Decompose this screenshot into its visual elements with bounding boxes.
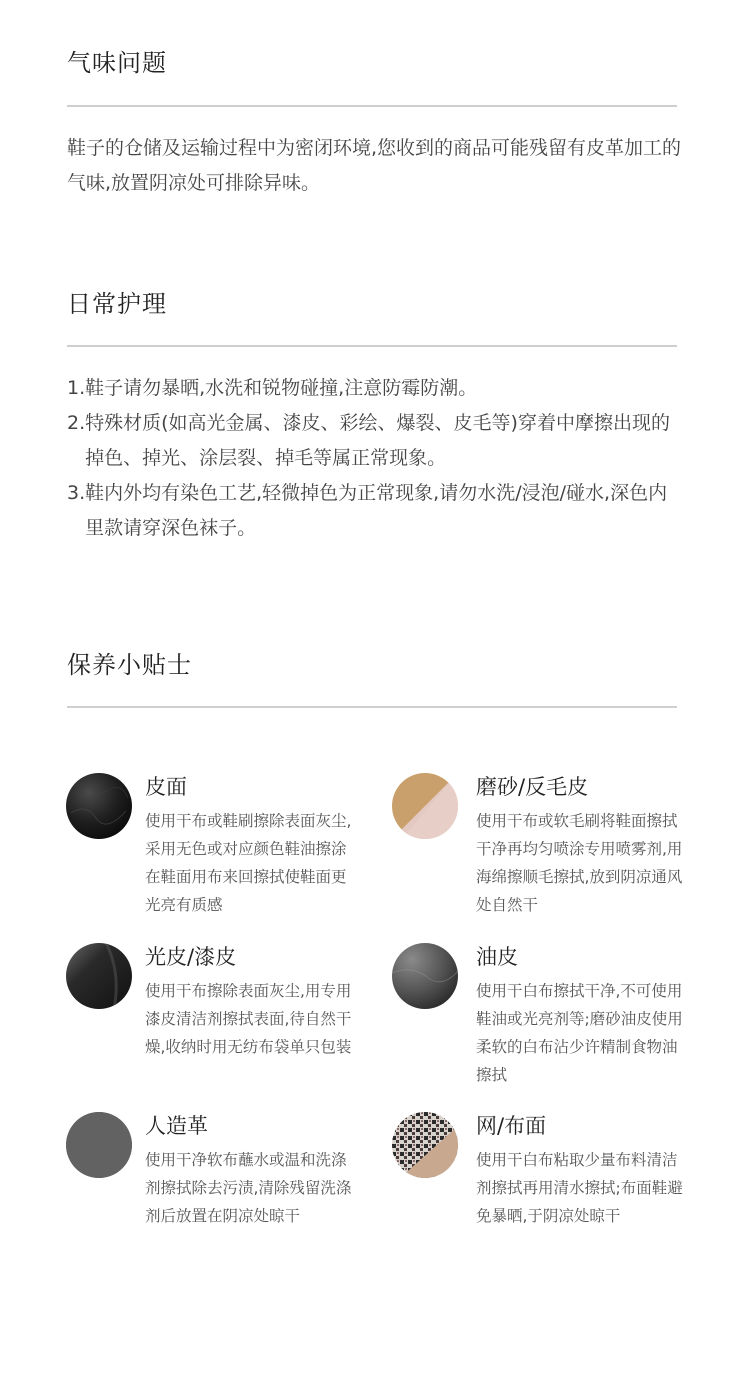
daily-care-item <box>67 406 682 476</box>
daily-care-section-title: 日常护理 <box>67 290 167 318</box>
patent-leather-swatch <box>66 943 132 1009</box>
tip-name: 光皮/漆皮 <box>145 945 237 969</box>
daily-care-item-text: 鞋内外均有染色工艺,轻微掉色为正常现象,请勿水洗/浸泡/碰水,深色内里款请穿深色袜子。 <box>85 482 668 539</box>
tip-name: 磨砂/反毛皮 <box>476 775 589 799</box>
daily-care-item-number: 1. <box>67 377 86 399</box>
daily-care-item-number: 3. <box>67 482 86 504</box>
daily-care-item-text: 特殊材质(如高光金属、漆皮、彩绘、爆裂、皮毛等)穿着中摩擦出现的掉色、掉光、涂层裂、掉毛等属正常现象。 <box>85 412 670 469</box>
daily-care-list <box>67 371 682 546</box>
tip-description: 使用干白布粘取少量布料清洁剂擦拭再用清水擦拭;布面鞋避免暴晒,于阴凉处晾干 <box>476 1151 683 1225</box>
odor-divider <box>67 105 677 107</box>
smooth-black-leather-swatch <box>66 773 132 839</box>
tips-section-title: 保养小贴士 <box>67 651 192 679</box>
odor-section-title: 气味问题 <box>67 49 167 77</box>
tip-description: 使用干布或软毛刷将鞋面擦拭干净再均匀喷涂专用喷雾剂,用海绵擦顺毛擦拭,放到阴凉通风处自然干 <box>476 812 683 914</box>
tip-description: 使用干布或鞋刷擦除表面灰尘,采用无色或对应颜色鞋油擦涂在鞋面用布来回擦拭使鞋面更光亮有质感 <box>145 812 352 914</box>
tip-name: 皮面 <box>145 775 187 799</box>
daily-care-item-number: 2. <box>67 412 86 434</box>
fabric-swatch <box>392 1112 458 1178</box>
daily-care-item <box>67 371 682 406</box>
synthetic-leather-swatch <box>66 1112 132 1178</box>
tip-name: 人造革 <box>145 1114 208 1138</box>
oiled-leather-swatch <box>392 943 458 1009</box>
tip-name: 油皮 <box>476 945 518 969</box>
tip-description: 使用干白布擦拭干净,不可使用鞋油或光亮剂等;磨砂油皮使用柔软的白布沾少许精制食物油擦拭 <box>476 982 683 1084</box>
tips-divider <box>67 706 677 708</box>
odor-description: 鞋子的仓储及运输过程中为密闭环境,您收到的商品可能残留有皮革加工的气味,放置阴凉处可排除异味。 <box>67 137 682 194</box>
suede-swatch <box>392 773 458 839</box>
daily-care-item <box>67 476 682 546</box>
tip-description: 使用干净软布蘸水或温和洗涤剂擦拭除去污渍,清除残留洗涤剂后放置在阴凉处晾干 <box>145 1151 352 1225</box>
daily-care-divider <box>67 345 677 347</box>
tip-description: 使用干布擦除表面灰尘,用专用漆皮清洁剂擦拭表面,待自然干燥,收纳时用无纺布袋单只包装 <box>145 982 352 1056</box>
tip-name: 网/布面 <box>476 1114 547 1138</box>
daily-care-item-text: 鞋子请勿暴晒,水洗和锐物碰撞,注意防霉防潮。 <box>85 377 478 399</box>
